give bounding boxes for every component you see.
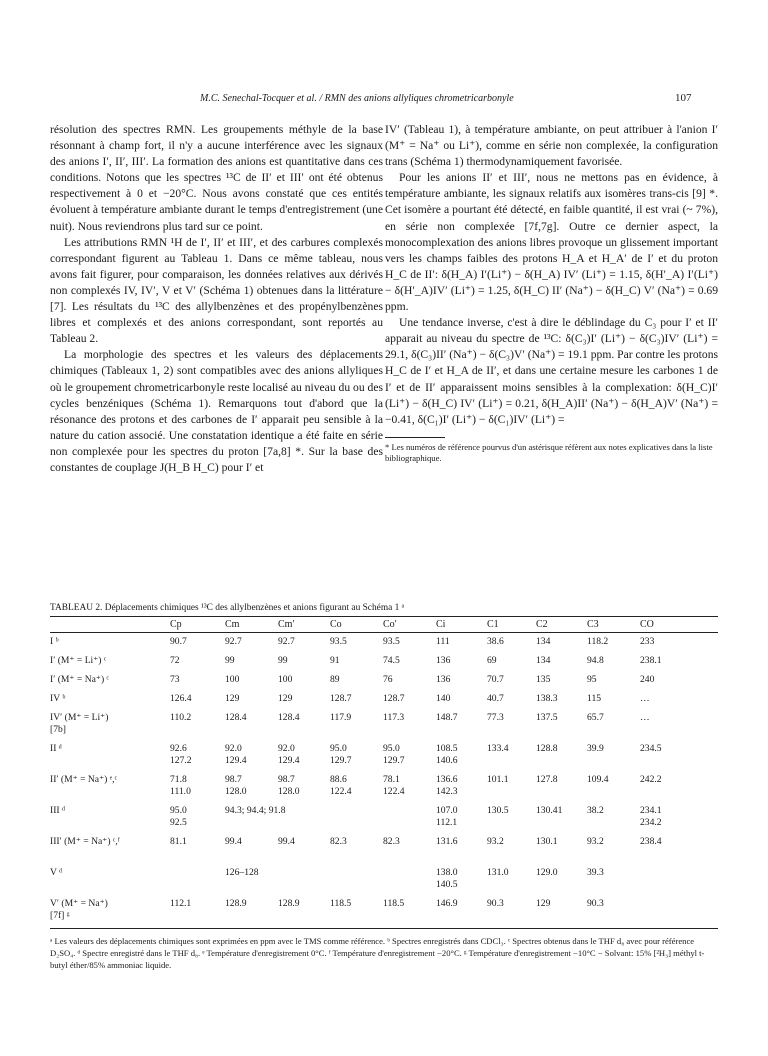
table-cell: 95.0 92.5 bbox=[170, 805, 187, 828]
table-cell: 238.1 bbox=[640, 655, 662, 666]
table-cell: 240 bbox=[640, 674, 655, 685]
table-cell: 131.6 bbox=[436, 836, 458, 847]
table-cell: 98.7 128.0 bbox=[278, 774, 300, 797]
table-cell: 74.5 bbox=[383, 655, 400, 666]
row-label: I′ (M⁺ = Na⁺) ᶜ bbox=[50, 674, 109, 685]
table-cell: 133.4 bbox=[487, 743, 509, 754]
paragraph: La morphologie des spectres et les valeurs des déplacements chimiques (Tableaux 1, 2) sont compatibles avec des anions allyliques où le groupement chrometricarbonyle reste localisé au niveau du ou des cycles benzéniques (Schéma 1). Remarquons tout d'abord que la résonance des protons et des carbones de I′ apparait peu sensible à la nature du cation associé. Une constatation identique a été faite en série non complexée pour les spectres du proton [7a,8] *. Sur la base des constantes de couplage J(H_B H_C) pour I′ et bbox=[50, 348, 383, 474]
table-cell: … bbox=[640, 693, 650, 704]
table-bottom-rule bbox=[50, 928, 718, 929]
row-reference: [7f] ᵍ bbox=[50, 910, 70, 921]
table-cell: 94.8 bbox=[587, 655, 604, 666]
table-cell: 90.3 bbox=[487, 898, 504, 909]
table-cell: 95.0 129.7 bbox=[383, 743, 405, 766]
left-column bbox=[50, 122, 383, 476]
table-cell: 117.3 bbox=[383, 712, 405, 723]
table-cell: 127.8 bbox=[536, 774, 558, 785]
table-cell: 65.7 bbox=[587, 712, 604, 723]
row-label: V′ (M⁺ = Na⁺) bbox=[50, 898, 108, 909]
table-cell: 129 bbox=[536, 898, 551, 909]
table-cell: 148.7 bbox=[436, 712, 458, 723]
table-cell: 238.4 bbox=[640, 836, 662, 847]
column-header: Co′ bbox=[383, 619, 397, 630]
table-cell: 77.3 bbox=[487, 712, 504, 723]
table-cell: 78.1 122.4 bbox=[383, 774, 405, 797]
page-number: 107 bbox=[675, 92, 692, 104]
row-label: II ᵈ bbox=[50, 743, 62, 754]
table-cell: 76 bbox=[383, 674, 393, 685]
table-cell: 99.4 bbox=[225, 836, 242, 847]
table-row bbox=[50, 743, 718, 771]
table-cell: 100 bbox=[225, 674, 240, 685]
paragraph: IV′ (Tableau 1), à température ambiante, on peut attribuer à l'anion I′ (M⁺ = Na⁺ ou Li⁺), comme en série non complexée, la configuration trans (Schéma 1) thermodynamiquement favorisée. bbox=[385, 123, 718, 169]
table-cell: 99.4 bbox=[278, 836, 295, 847]
column-header: C3 bbox=[587, 619, 599, 630]
table-cell: 109.4 bbox=[587, 774, 609, 785]
table-cell: 134 bbox=[536, 655, 551, 666]
table-cell: 234.5 bbox=[640, 743, 662, 754]
table-cell: 131.0 bbox=[487, 867, 509, 878]
table-cell: 71.8 111.0 bbox=[170, 774, 191, 797]
table-cell: 118.5 bbox=[383, 898, 405, 909]
footnote-divider bbox=[385, 437, 445, 438]
table-cell: 93.2 bbox=[487, 836, 504, 847]
table-row bbox=[50, 636, 718, 652]
table-cell: 93.5 bbox=[383, 636, 400, 647]
table-row bbox=[50, 655, 718, 671]
table-cell: 92.7 bbox=[225, 636, 242, 647]
table-cell: 130.5 bbox=[487, 805, 509, 816]
table-row bbox=[50, 867, 718, 895]
table-cell: 138.0 140.5 bbox=[436, 867, 458, 890]
table-cell: … bbox=[640, 712, 650, 723]
table-cell: 111 bbox=[436, 636, 450, 647]
table-cell: 136.6 142.3 bbox=[436, 774, 458, 797]
table-cell: 128.9 bbox=[225, 898, 247, 909]
table-row bbox=[50, 805, 718, 833]
column-header: Cm bbox=[225, 619, 240, 630]
table-row bbox=[50, 898, 718, 926]
table-row bbox=[50, 693, 718, 709]
table-cell: 135 bbox=[536, 674, 551, 685]
column-header: Cm′ bbox=[278, 619, 295, 630]
row-label: IV ᵇ bbox=[50, 693, 66, 704]
table-row bbox=[50, 674, 718, 690]
footnote: * Les numéros de référence pourvus d'un astérisque réfèrent aux notes explicatives dans la liste bibliographique. bbox=[385, 441, 713, 464]
table-cell: 98.7 128.0 bbox=[225, 774, 247, 797]
column-header: Ci bbox=[436, 619, 446, 630]
table-row bbox=[50, 712, 718, 740]
table-cell: 39.9 bbox=[587, 743, 604, 754]
table-cell: 92.6 127.2 bbox=[170, 743, 192, 766]
column-header: Co bbox=[330, 619, 342, 630]
table-cell: 90.3 bbox=[587, 898, 604, 909]
table-cell: 130.1 bbox=[536, 836, 558, 847]
table-cell: 136 bbox=[436, 655, 451, 666]
table-cell: 115 bbox=[587, 693, 602, 704]
table-caption: TABLEAU 2. Déplacements chimiques ¹³C des allylbenzènes et anions figurant au Schéma 1 ᵃ bbox=[50, 603, 405, 613]
table-cell: 129 bbox=[225, 693, 240, 704]
table-cell: 138.3 bbox=[536, 693, 558, 704]
table-cell: 136 bbox=[436, 674, 451, 685]
table-cell: 69 bbox=[487, 655, 497, 666]
data-table bbox=[50, 616, 718, 929]
table-cell: 94.3; 94.4; 91.8 bbox=[225, 805, 286, 816]
paragraph: Une tendance inverse, c'est à dire le déblindage du C₃ pour I′ et II′ apparait au niveau du spectre de ¹³C: δ(C₃)I′ (Li⁺) − δ(C₃)IV′ (Li⁺) = 29.1, δ(C₃)II′ (Na⁺) − δ(C₃)V′ (Na⁺) = 19.1 ppm. Par contre les protons H_C de I′ et H_A de II′, et dans une certaine mesure les carbones 1 de I′ et de II′ apparaissent moins sensibles à la complexation: δ(H_C)I′ (Li⁺) − δ(H_C) IV′ (Li⁺) = 0.21, δ(H_A)II′ (Na⁺) − δ(H_A)V′ (Na⁺) = −0.41, δ(C₁)I′ (Li⁺) − δ(C₁)IV′ (Li⁺) = bbox=[385, 316, 718, 426]
paragraph: résolution des spectres RMN. Les groupements méthyle de la base résonnant à champ fort, il n'y a aucune interférence avec les signaux des anions I′, II′, III′. La formation des anions est quantitative dans ces conditions. Notons que les spectres ¹³C de II′ et III′ ont été obtenus respectivement à 0 et −20°C. Nous avons constaté que ces entités évoluent à température ambiante durant le temps d'entregistrement (une nuit). Nous reviendrons plus tard sur ce point. bbox=[50, 123, 383, 233]
table-row bbox=[50, 774, 718, 802]
table-cell: 128.7 bbox=[383, 693, 405, 704]
table-cell: 126.4 bbox=[170, 693, 192, 704]
table-cell: 242.2 bbox=[640, 774, 662, 785]
right-column bbox=[385, 122, 718, 465]
table-cell: 99 bbox=[225, 655, 235, 666]
row-label: III ᵈ bbox=[50, 805, 65, 816]
table-cell: 70.7 bbox=[487, 674, 504, 685]
row-label: II′ (M⁺ = Na⁺) ᵉ,ᶜ bbox=[50, 774, 118, 785]
table-notes: ᵃ Les valeurs des déplacements chimiques sont exprimées en ppm avec le TMS comme référence. ᵇ Spectres enregistrés dans CDCl₃. ᶜ Spectres obtenus dans le THF d₈ avec pour référence D₂SO₄. ᵈ Spectre enregistré dans le THF d₈. ᵉ Température d'enregistrement 0°C. ᶠ Température d'enregistrement −20°C. ᵍ Température d'enregistrement −10°C − Solvant: 15% [²H₃] méthyl t-butyl éther/85% ammoniac liquide. bbox=[50, 936, 705, 970]
table-header-rule bbox=[50, 632, 718, 633]
table-cell: 38.6 bbox=[487, 636, 504, 647]
table-cell: 128.4 bbox=[278, 712, 300, 723]
column-header: C2 bbox=[536, 619, 548, 630]
table-row bbox=[50, 836, 718, 864]
table-cell: 99 bbox=[278, 655, 288, 666]
table-cell: 130.41 bbox=[536, 805, 563, 816]
table-header-row bbox=[50, 617, 718, 632]
table-cell: 72 bbox=[170, 655, 180, 666]
table-cell: 118.5 bbox=[330, 898, 352, 909]
table-cell: 101.1 bbox=[487, 774, 509, 785]
table-cell: 100 bbox=[278, 674, 293, 685]
row-label: IV′ (M⁺ = Li⁺) bbox=[50, 712, 109, 723]
table-cell: 112.1 bbox=[170, 898, 192, 909]
table-cell: 117.9 bbox=[330, 712, 352, 723]
table-cell: 90.7 bbox=[170, 636, 187, 647]
table-cell: 39.3 bbox=[587, 867, 604, 878]
table-cell: 89 bbox=[330, 674, 340, 685]
table-cell: 146.9 bbox=[436, 898, 458, 909]
table-cell: 82.3 bbox=[383, 836, 400, 847]
row-label: I′ (M⁺ = Li⁺) ᶜ bbox=[50, 655, 107, 666]
row-reference: [7b] bbox=[50, 724, 66, 735]
column-header: Cp bbox=[170, 619, 182, 630]
table-cell: 82.3 bbox=[330, 836, 347, 847]
table-cell: 233 bbox=[640, 636, 655, 647]
table-cell: 234.1 234.2 bbox=[640, 805, 662, 828]
table-cell: 128.4 bbox=[225, 712, 247, 723]
row-label: III′ (M⁺ = Na⁺) ᶜ,ᶠ bbox=[50, 836, 120, 847]
table-cell: 92.0 129.4 bbox=[278, 743, 300, 766]
table-cell: 137.5 bbox=[536, 712, 558, 723]
table-cell: 128.9 bbox=[278, 898, 300, 909]
table-cell: 95.0 129.7 bbox=[330, 743, 352, 766]
running-head: M.C. Senechal-Tocquer et al. / RMN des anions allyliques chrometricarbonyle bbox=[200, 93, 514, 104]
table-cell: 92.7 bbox=[278, 636, 295, 647]
table-cell: 110.2 bbox=[170, 712, 192, 723]
paragraph: Les attributions RMN ¹H de I′, II′ et III′, et des carbures complexés correspondant figurent au Tableau 1. Dans ce même tableau, nous avons fait figurer, pour comparaison, les données relatives aux dérivés non complexés IV, IV′, V et V′ (Schéma 1) obtenues dans la littérature [7]. Les résultats du ¹³C des allylbenzènes et des propénylbenzènes libres et complexés et des anions correspondant, sont reportés au Tableau 2. bbox=[50, 235, 383, 346]
row-label: V ᵈ bbox=[50, 867, 63, 878]
table-cell: 129.0 bbox=[536, 867, 558, 878]
table-cell: 118.2 bbox=[587, 636, 609, 647]
table-cell: 128.7 bbox=[330, 693, 352, 704]
row-label: I ᵇ bbox=[50, 636, 59, 647]
table-cell: 40.7 bbox=[487, 693, 504, 704]
table-cell: 107.0 112.1 bbox=[436, 805, 458, 828]
table-cell: 95 bbox=[587, 674, 597, 685]
column-header: C1 bbox=[487, 619, 499, 630]
table-cell: 92.0 129.4 bbox=[225, 743, 247, 766]
table-cell: 93.5 bbox=[330, 636, 347, 647]
table-cell: 134 bbox=[536, 636, 551, 647]
table-cell: 128.8 bbox=[536, 743, 558, 754]
table-cell: 91 bbox=[330, 655, 340, 666]
table-cell: 93.2 bbox=[587, 836, 604, 847]
table-cell: 73 bbox=[170, 674, 180, 685]
table-cell: 81.1 bbox=[170, 836, 187, 847]
column-header: CO bbox=[640, 619, 654, 630]
table-cell: 126–128 bbox=[225, 867, 259, 878]
table-cell: 38.2 bbox=[587, 805, 604, 816]
table-cell: 108.5 140.6 bbox=[436, 743, 458, 766]
paragraph: Pour les anions II′ et III′, nous ne mettons pas en évidence, à température ambiante, les signaux relatifs aux isomères trans-cis [9] *. Cet isomère a pourtant été détecté, en faible quantité, il est vrai (~ 7%), en série non complexée [7f,7g]. Outre ce dernier aspect, la monocomplexation des anions libres provoque un glissement important vers les champs faibles des protons H_A et H_A′ de I′ et du proton H_C de II′: δ(H_A) I′(Li⁺) − δ(H_A) IV′ (Li⁺) = 1.15, δ(H′_A) I′(Li⁺) − δ(H′_A)IV′ (Li⁺) = 1.25, δ(H_C) II′ (Na⁺) − δ(H_C) V′ (Na⁺) = 0.69 ppm. bbox=[385, 171, 718, 314]
table-cell: 88.6 122.4 bbox=[330, 774, 352, 797]
table-cell: 129 bbox=[278, 693, 293, 704]
table-cell: 140 bbox=[436, 693, 451, 704]
